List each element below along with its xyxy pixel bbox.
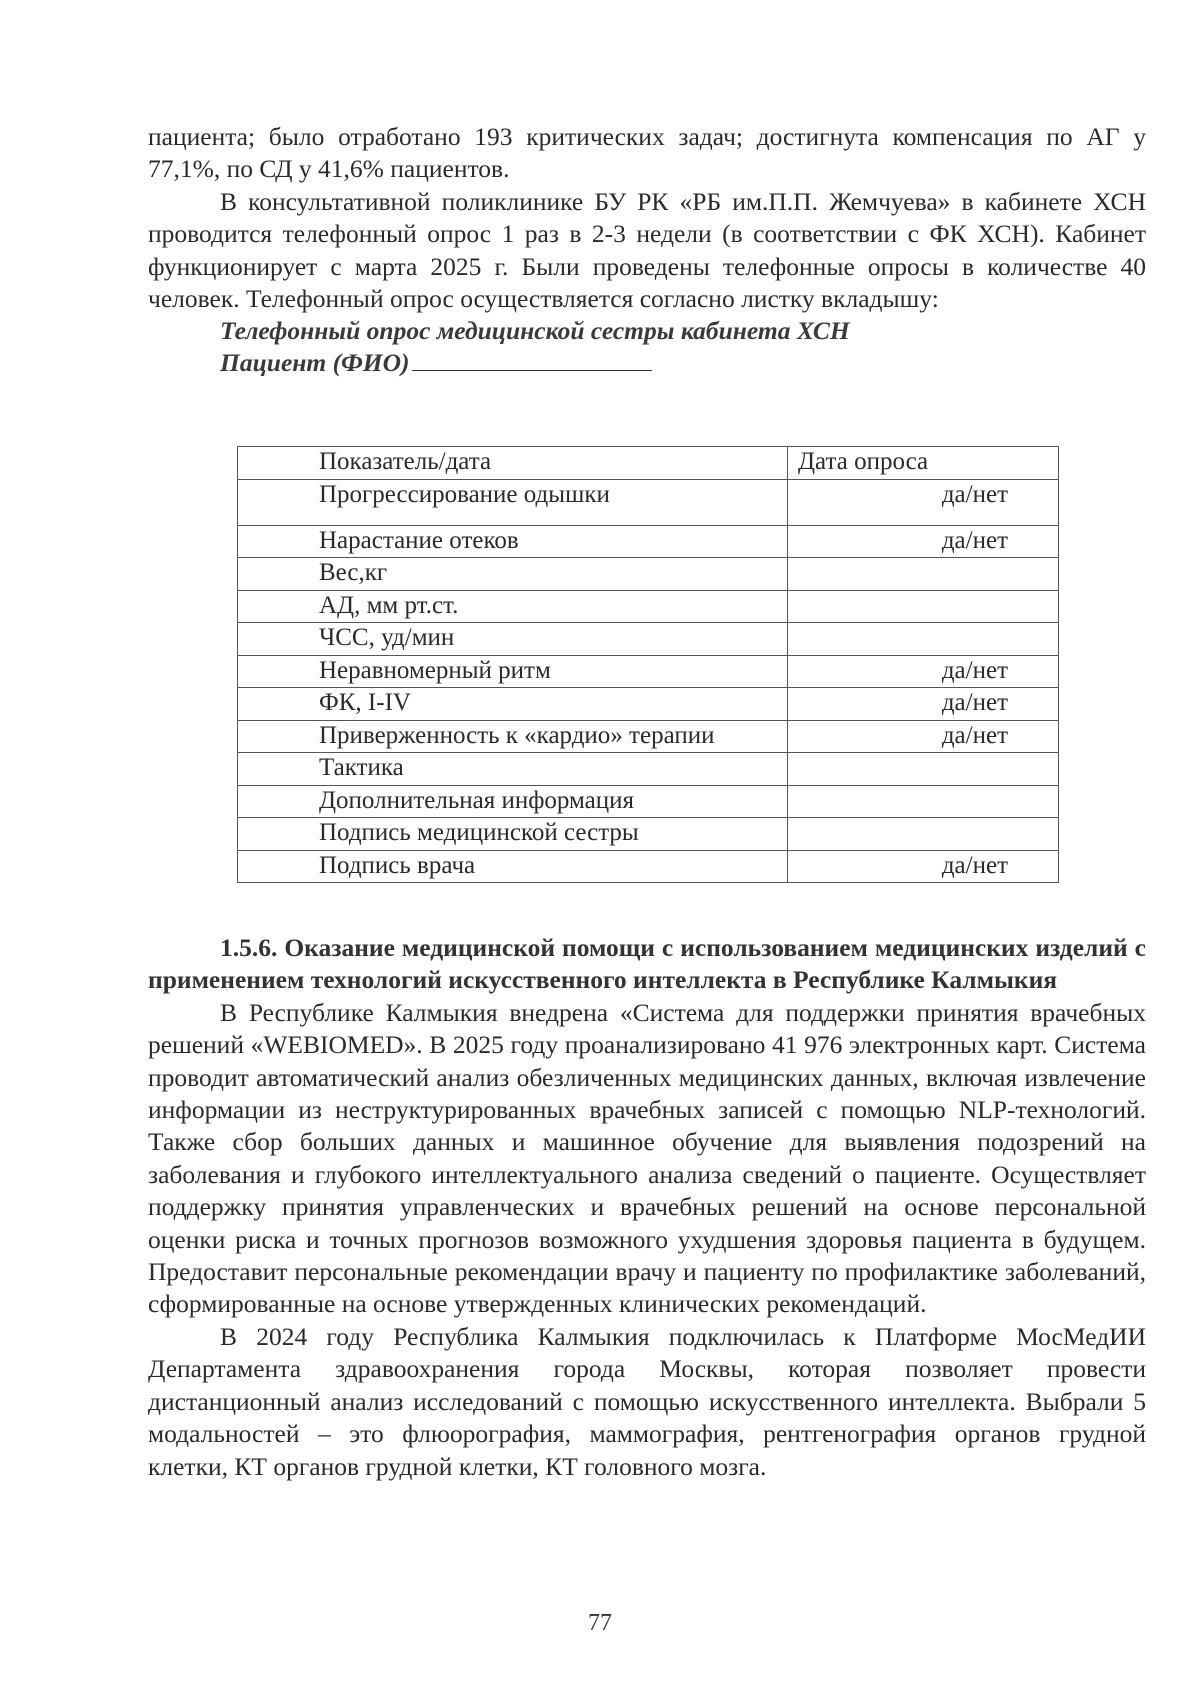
row-indicator: Подпись врача (238, 850, 788, 883)
row-value: да/нет (788, 479, 1059, 525)
header-date: Дата опроса (788, 447, 1059, 480)
header-indicator: Показатель/дата (238, 447, 788, 480)
patient-name-blank (412, 350, 652, 371)
row-value: да/нет (788, 525, 1059, 558)
row-indicator: Нарастание отеков (238, 525, 788, 558)
row-indicator: ФК, I-IV (238, 688, 788, 721)
table-row (238, 850, 1059, 883)
row-indicator: Прогрессирование одышки (238, 479, 788, 525)
text-block-top (148, 121, 1146, 379)
page-number: 77 (588, 1610, 612, 1636)
section-heading-text: 1.5.6. Оказание медицинской помощи с использованием медицинских изделий с применением технологий искусственного интеллекта в Республике Калмыкия (148, 933, 1146, 995)
row-value (788, 818, 1059, 851)
table-row (238, 818, 1059, 851)
section-paragraph-webiomed: В Республике Калмыкия внедрена «Система для поддержки принятия врачебных решений «WEBIOMED». В 2025 году проанализировано 41 976 электронных карт. Система проводит автоматический анализ обезличенных медицинских данных, включая извлечение информации из неструктурированных врачебных записей с помощью NLP-технологий. Также сбор больших данных и машинное обучение для выявления подозрений на заболевания и глубокого интеллектуального анализа сведений о пациенте. Осуществляет поддержку принятия управленческих и врачебных решений на основе персональной оценки риска и точных прогнозов возможного ухудшения здоровья пациента в будущем. Предоставит персональные рекомендации врачу и пациенту по профилактике заболеваний, сформированные на основе утвержденных клинических рекомендаций. (148, 997, 1146, 1319)
row-value (788, 753, 1059, 786)
table-row (238, 753, 1059, 786)
table-row (238, 623, 1059, 656)
row-value: да/нет (788, 720, 1059, 753)
row-indicator: Подпись медицинской сестры (238, 818, 788, 851)
section-paragraph-mosmedii: В 2024 году Республика Калмыкия подключилась к Платформе МосМедИИ Департамента здравоохранения города Москвы, которая позволяет провести дистанционный анализ исследований с помощью искусственного интеллекта. Выбрали 5 модальностей – это флюорография, маммография, рентгенография органов грудной клетки, КТ органов грудной клетки, КТ головного мозга. (148, 1321, 1146, 1481)
row-indicator: ЧСС, уд/мин (238, 623, 788, 656)
table-row (238, 525, 1059, 558)
intro-paragraph-continuation: пациента; было отработано 193 критических задач; достигнута компенсация по АГ у 77,1%, по СД у 41,6% пациентов. (148, 122, 1146, 184)
row-indicator: Вес,кг (238, 558, 788, 591)
row-value (788, 590, 1059, 623)
table-row (238, 655, 1059, 688)
row-indicator: АД, мм рт.ст. (238, 590, 788, 623)
form-title: Телефонный опрос медицинской сестры кабинета ХСН (220, 316, 850, 346)
table-row (238, 720, 1059, 753)
row-value: да/нет (788, 655, 1059, 688)
patient-label: Пациент (ФИО) (220, 348, 410, 378)
table-row (238, 479, 1059, 525)
row-indicator: Тактика (238, 753, 788, 786)
form-patient-line (220, 347, 1146, 379)
text-block-bottom (148, 932, 1146, 1483)
row-value: да/нет (788, 688, 1059, 721)
survey-table (237, 446, 1059, 883)
row-indicator: Неравномерный ритм (238, 655, 788, 688)
table-row (238, 590, 1059, 623)
table-row (238, 558, 1059, 591)
row-value: да/нет (788, 850, 1059, 883)
table-header-row (238, 447, 1059, 480)
row-indicator: Дополнительная информация (238, 785, 788, 818)
intro-paragraph-hf-office: В консультативной поликлинике БУ РК «РБ им.П.П. Жемчуева» в кабинете ХСН проводится телефонный опрос 1 раз в 2-3 недели (в соответствии с ФК ХСН). Кабинет функционирует с марта 2025 г. Были проведены телефонные опросы в количестве 40 человек. Телефонный опрос осуществляется согласно листку вкладышу: (148, 186, 1146, 314)
row-value (788, 623, 1059, 656)
row-indicator: Приверженность к «кардио» терапии (238, 720, 788, 753)
table-row (238, 785, 1059, 818)
section-heading (148, 932, 1146, 997)
row-value (788, 785, 1059, 818)
row-value (788, 558, 1059, 591)
table-row (238, 688, 1059, 721)
